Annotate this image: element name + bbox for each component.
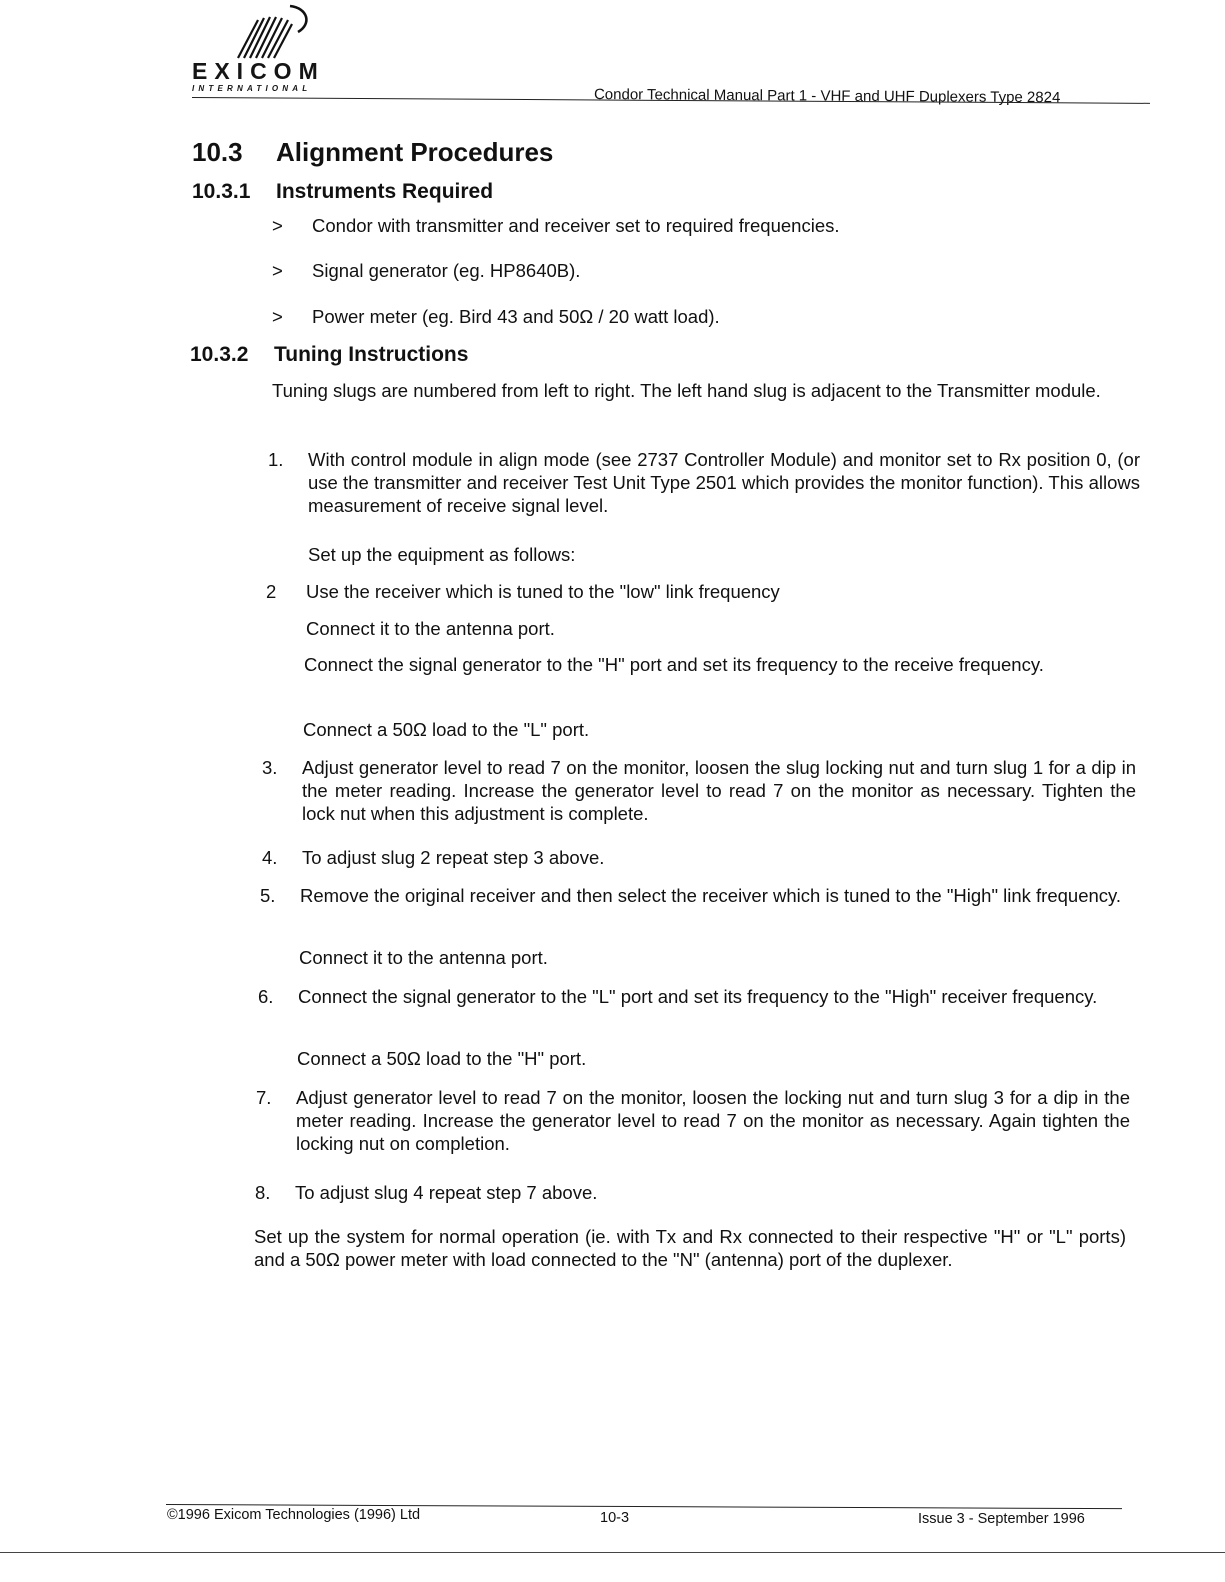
step-text: Connect the signal generator to the "L" port and set its frequency to the "High" receiver frequency. <box>298 986 1098 1007</box>
step-number: 1. <box>268 449 284 470</box>
step-item <box>268 448 1140 517</box>
step-item <box>260 884 1134 907</box>
step-note: Connect a 50Ω load to the "L" port. <box>303 719 590 740</box>
closing-paragraph: Set up the system for normal operation (ie. with Tx and Rx connected to their respective "H" or "L" ports) and a 50Ω power meter with load connected to the "N" (antenna) port of the duplexer. <box>254 1226 1126 1270</box>
step-text: To adjust slug 4 repeat step 7 above. <box>295 1182 598 1203</box>
step-number: 7. <box>256 1087 272 1108</box>
step-text: To adjust slug 2 repeat step 3 above. <box>302 847 605 868</box>
footer-page-number: 10-3 <box>600 1510 630 1526</box>
list-item-text: Power meter (eg. Bird 43 and 50Ω / 20 watt load). <box>312 306 720 327</box>
bullet-marker: > <box>272 215 283 236</box>
list-item-text: Signal generator (eg. HP8640B). <box>312 260 581 281</box>
step-note: Connect it to the antenna port. <box>306 618 555 639</box>
step-text: Remove the original receiver and then select the receiver which is tuned to the "High" link frequency. <box>300 885 1122 906</box>
step-number: 4. <box>262 847 278 868</box>
scan-edge-line <box>0 1552 1225 1553</box>
tuning-title: Tuning Instructions <box>274 343 469 366</box>
instruments-title: Instruments Required <box>276 180 494 203</box>
step-text: Adjust generator level to read 7 on the monitor, loosen the slug locking nut and turn slug 1 for a dip in the meter reading. Increase the generator level to read 7 on the monitor as necessary. Tighten the lock nut when this adjustment is complete. <box>302 757 1136 824</box>
step-item <box>258 985 1132 1008</box>
section-number: 10.3 <box>192 137 243 167</box>
step-item <box>266 580 1140 603</box>
logo-wordmark: EXICOM <box>192 58 325 84</box>
header-title: Condor Technical Manual Part 1 - VHF and UHF Duplexers Type 2824 <box>593 86 1061 107</box>
step-number: 6. <box>258 986 274 1007</box>
list-item <box>272 305 720 329</box>
instruments-heading <box>192 180 493 204</box>
tuning-number: 10.3.2 <box>190 343 249 366</box>
step-number: 2 <box>266 581 277 602</box>
step-item <box>262 756 1136 825</box>
exicom-logo-icon <box>232 2 312 60</box>
bullet-marker: > <box>272 260 283 281</box>
step-text: Use the receiver which is tuned to the "low" link frequency <box>306 581 780 602</box>
footer-issue: Issue 3 - September 1996 <box>918 1511 1085 1527</box>
step-item <box>256 1086 1130 1155</box>
step-text: With control module in align mode (see 2737 Controller Module) and monitor set to Rx position 0, (or use the transmitter and receiver Test Unit Type 2501 which provides the monitor function). This allows measurement of receive signal level. <box>308 449 1140 516</box>
step-note: Set up the equipment as follows: <box>308 544 576 565</box>
list-item <box>272 259 580 283</box>
step-item <box>262 846 1136 869</box>
step-text: Adjust generator level to read 7 on the monitor, loosen the locking nut and turn slug 3 for a dip in the meter reading. Increase the generator level to read 7 on the monitor as necessary. Again tighten the locking nut on completion. <box>296 1087 1130 1154</box>
logo-subtitle: INTERNATIONAL <box>192 84 312 93</box>
tuning-intro: Tuning slugs are numbered from left to right. The left hand slug is adjacent to the Transmitter module. <box>272 380 1101 401</box>
instruments-number: 10.3.1 <box>192 180 251 203</box>
step-item <box>255 1181 1129 1204</box>
list-item-text: Condor with transmitter and receiver set to required frequencies. <box>312 215 840 236</box>
step-number: 8. <box>255 1182 271 1203</box>
step-number: 3. <box>262 757 278 778</box>
tuning-heading <box>190 343 468 367</box>
step-number: 5. <box>260 885 276 906</box>
list-item <box>272 214 840 238</box>
bullet-marker: > <box>272 306 283 327</box>
section-title: Alignment Procedures <box>276 137 554 167</box>
footer-copyright: ©1996 Exicom Technologies (1996) Ltd <box>167 1507 421 1523</box>
step-note: Connect a 50Ω load to the "H" port. <box>297 1048 587 1069</box>
step-note: Connect the signal generator to the "H" port and set its frequency to the receive frequency. <box>304 654 1044 675</box>
section-heading <box>192 137 553 168</box>
step-note: Connect it to the antenna port. <box>299 947 548 968</box>
